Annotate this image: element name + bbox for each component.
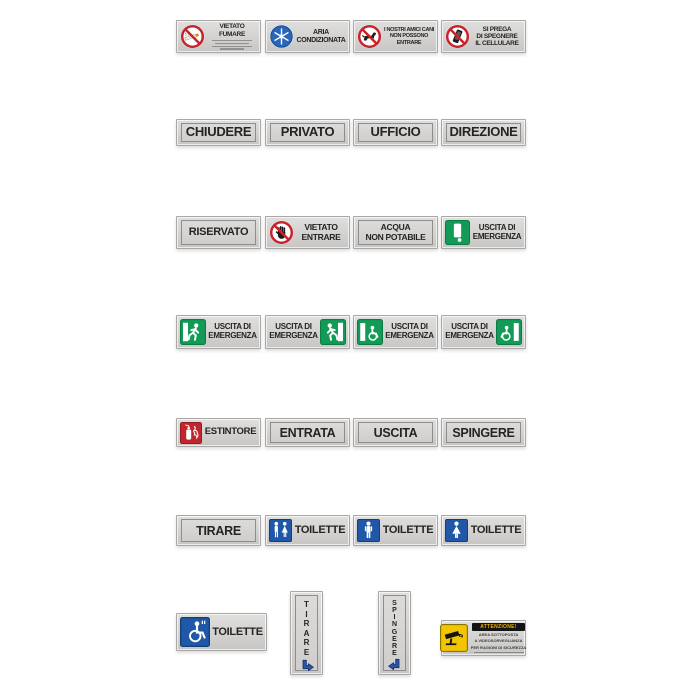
vertical-letter: I — [305, 609, 308, 619]
sign-label — [470, 524, 522, 536]
cctv-camera-icon — [440, 624, 468, 652]
fine-print-line — [212, 40, 252, 41]
sign-tirare-vertical — [290, 591, 323, 675]
sign-spingere — [441, 418, 526, 447]
sign-label-line: CHIUDERE — [185, 124, 252, 140]
vertical-letter: S — [392, 600, 397, 607]
wc-men-women-icon — [269, 519, 292, 542]
vertical-letter: T — [304, 600, 309, 609]
sign-label-line: ENTRARE — [301, 231, 341, 242]
sign-label — [382, 524, 434, 536]
sign-riservato — [176, 216, 261, 249]
sign-frame — [383, 595, 406, 671]
sign-privato — [265, 119, 350, 146]
sign-label-line: USCITA — [373, 425, 418, 440]
sign-label-line: ACQUA — [380, 221, 411, 232]
sign-tirare — [176, 515, 261, 546]
vertical-letter: P — [392, 607, 397, 615]
exit-wheelchair-right-icon — [496, 319, 522, 345]
cctv-attention-banner: ATTENZIONE! — [472, 623, 525, 631]
sign-label — [359, 426, 432, 440]
sign-frame — [295, 595, 318, 671]
vertical-letter: E — [392, 649, 397, 657]
sign-label-line: EMERGENZA — [445, 331, 494, 340]
sign-frame — [181, 123, 256, 142]
sign-label-line: VIETATO — [304, 221, 338, 232]
sign-label-line: NON POTABILE — [365, 231, 426, 242]
sign-ufficio — [353, 119, 438, 146]
sign-label-line: SPINGERE — [452, 425, 515, 440]
wc-disabled-icon — [180, 617, 210, 647]
vertical-letter: A — [303, 628, 310, 638]
sign-label-line: ARIA — [313, 28, 329, 36]
emergency-door-icon — [445, 220, 470, 245]
cctv-text-line: PER RAGIONI DI SICUREZZA — [470, 644, 527, 650]
sign-frame — [358, 123, 433, 142]
sign-label-line: EMERGENZA — [208, 331, 257, 340]
sign-label-line: UFFICIO — [370, 124, 421, 140]
sign-label — [208, 323, 257, 341]
sign-aria-condizionata — [265, 20, 350, 53]
sign-frame — [270, 422, 345, 443]
fine-print-line — [220, 48, 245, 49]
push-arrow-icon — [387, 657, 403, 673]
sign-label — [182, 524, 255, 538]
sign-label — [472, 224, 522, 242]
vertical-letter: G — [391, 628, 398, 636]
sign-frame — [181, 519, 256, 542]
sign-label-line: DI SPEGNERE — [476, 32, 518, 40]
sign-label — [212, 626, 263, 638]
sign-estintore — [176, 418, 261, 447]
no-mobile-phone-icon — [445, 24, 470, 49]
sign-label-line: EMERGENZA — [269, 331, 318, 340]
sign-label-line: VIETATO FUMARE — [218, 23, 245, 38]
sign-label — [447, 125, 520, 140]
sign-label — [472, 26, 522, 48]
vertical-letter: E — [392, 635, 397, 643]
sign-label-line: I NOSTRI AMICI CANI — [384, 27, 435, 34]
sign-label-line: IL CELLULARE — [475, 40, 519, 48]
no-entry-hand-icon — [269, 220, 294, 245]
sign-label-line: ENTRATA — [279, 425, 336, 440]
sign-label — [359, 125, 432, 140]
sign-toilette — [441, 515, 526, 546]
sign-label-line: TOILETTE — [470, 524, 522, 537]
sign-label-line: EMERGENZA — [385, 331, 434, 340]
vertical-label — [304, 600, 310, 658]
sign-uscita-di-emergenza — [176, 315, 261, 349]
sign-frame — [446, 422, 521, 443]
sign-label-line: TOILETTE — [382, 524, 434, 537]
cctv-text-line: A VIDEOSORVEGLIANZA — [474, 638, 523, 644]
sign-label-line: USCITA DI — [451, 322, 488, 332]
vertical-letter: R — [303, 619, 310, 629]
sign-label-line: SI PREGA — [482, 25, 512, 33]
sign-frame — [358, 422, 433, 443]
sign-acqua-non-potabile — [353, 216, 438, 249]
sign-toilette — [265, 515, 350, 546]
sign-uscita-di-emergenza — [441, 315, 526, 349]
sign-label — [204, 427, 257, 438]
sign-label-line: EMERGENZA — [472, 231, 522, 241]
sign-label-line: USCITA DI — [214, 322, 251, 332]
vertical-letter: I — [393, 614, 396, 622]
sign-label-line: USCITA DI — [275, 322, 312, 332]
sign-uscita — [353, 418, 438, 447]
sign-uscita-di-emergenza — [353, 315, 438, 349]
pull-arrow-icon — [299, 658, 315, 674]
vertical-label — [392, 600, 397, 657]
sign-label — [182, 125, 255, 140]
cctv-text-block — [470, 623, 528, 653]
sign-vietato-entrare — [265, 216, 350, 249]
sign-chiudere — [176, 119, 261, 146]
sign-label — [271, 125, 344, 140]
sign-label-line: USCITA DI — [391, 322, 428, 332]
sign-vietato-fumare — [176, 20, 261, 53]
sign-label-line: TOILETTE — [212, 625, 263, 638]
sign-area-sottoposta-a-videosorveglianza-per-ragioni-di-sicurezza — [441, 620, 526, 656]
wc-woman-icon — [445, 519, 468, 542]
sign-label-line: NON POSSONO — [389, 33, 429, 40]
sign-spingere-vertical — [378, 591, 411, 675]
sign-label-line: PRIVATO — [280, 124, 335, 140]
sign-label — [445, 323, 494, 341]
sign-entrata — [265, 418, 350, 447]
no-dogs-icon — [357, 24, 382, 49]
sign-toilette — [353, 515, 438, 546]
vertical-letter: E — [303, 647, 310, 657]
sign-label — [296, 223, 346, 242]
sign-label — [385, 323, 434, 341]
fire-extinguisher-icon — [180, 422, 202, 444]
sign-frame — [446, 123, 521, 142]
sign-label-line: USCITA DI — [478, 222, 516, 232]
exit-running-man-left-icon — [180, 319, 206, 345]
sign-uscita-di-emergenza — [441, 216, 526, 249]
vertical-letter: N — [391, 621, 398, 629]
wc-man-icon — [357, 519, 380, 542]
sign-label-line: RISERVATO — [188, 226, 249, 239]
sign-label — [182, 226, 255, 238]
sign-direzione — [441, 119, 526, 146]
sign-label — [269, 323, 318, 341]
vertical-letter: R — [391, 642, 398, 650]
sign-label-line: DIREZIONE — [449, 124, 518, 140]
sign-label — [271, 426, 344, 440]
sign-toilette — [176, 613, 267, 651]
sign-label-line: TOILETTE — [294, 524, 346, 537]
sign-label — [384, 27, 434, 45]
sign-label — [207, 23, 257, 49]
sign-frame — [358, 220, 433, 245]
sign-frame — [270, 123, 345, 142]
fine-print-line — [212, 46, 253, 47]
air-conditioning-icon — [269, 24, 294, 49]
exit-wheelchair-left-icon — [357, 319, 383, 345]
sign-label — [447, 426, 520, 440]
exit-running-man-right-icon — [320, 319, 346, 345]
sign-label — [359, 223, 432, 242]
sign-label — [294, 524, 346, 536]
fine-print-block — [211, 40, 254, 50]
sign-i-nostri-amici-cani-non-possono-entrare — [353, 20, 438, 53]
fine-print-line — [215, 43, 249, 44]
sign-label — [296, 29, 346, 45]
sign-uscita-di-emergenza — [265, 315, 350, 349]
no-smoking-icon — [180, 24, 205, 49]
sign-label-line: ENTRARE — [396, 39, 422, 46]
sign-label-line: ESTINTORE — [204, 426, 257, 438]
sign-si-prega-di-spegnere-il-cellulare — [441, 20, 526, 53]
sign-frame — [181, 220, 256, 245]
sign-label-line: TIRARE — [196, 523, 241, 538]
sign-label-line: CONDIZIONATA — [296, 36, 346, 44]
vertical-letter: R — [303, 638, 310, 648]
cctv-fine-print-line — [474, 652, 524, 653]
cctv-text-line: AREA SOTTOPOSTA — [478, 631, 519, 637]
